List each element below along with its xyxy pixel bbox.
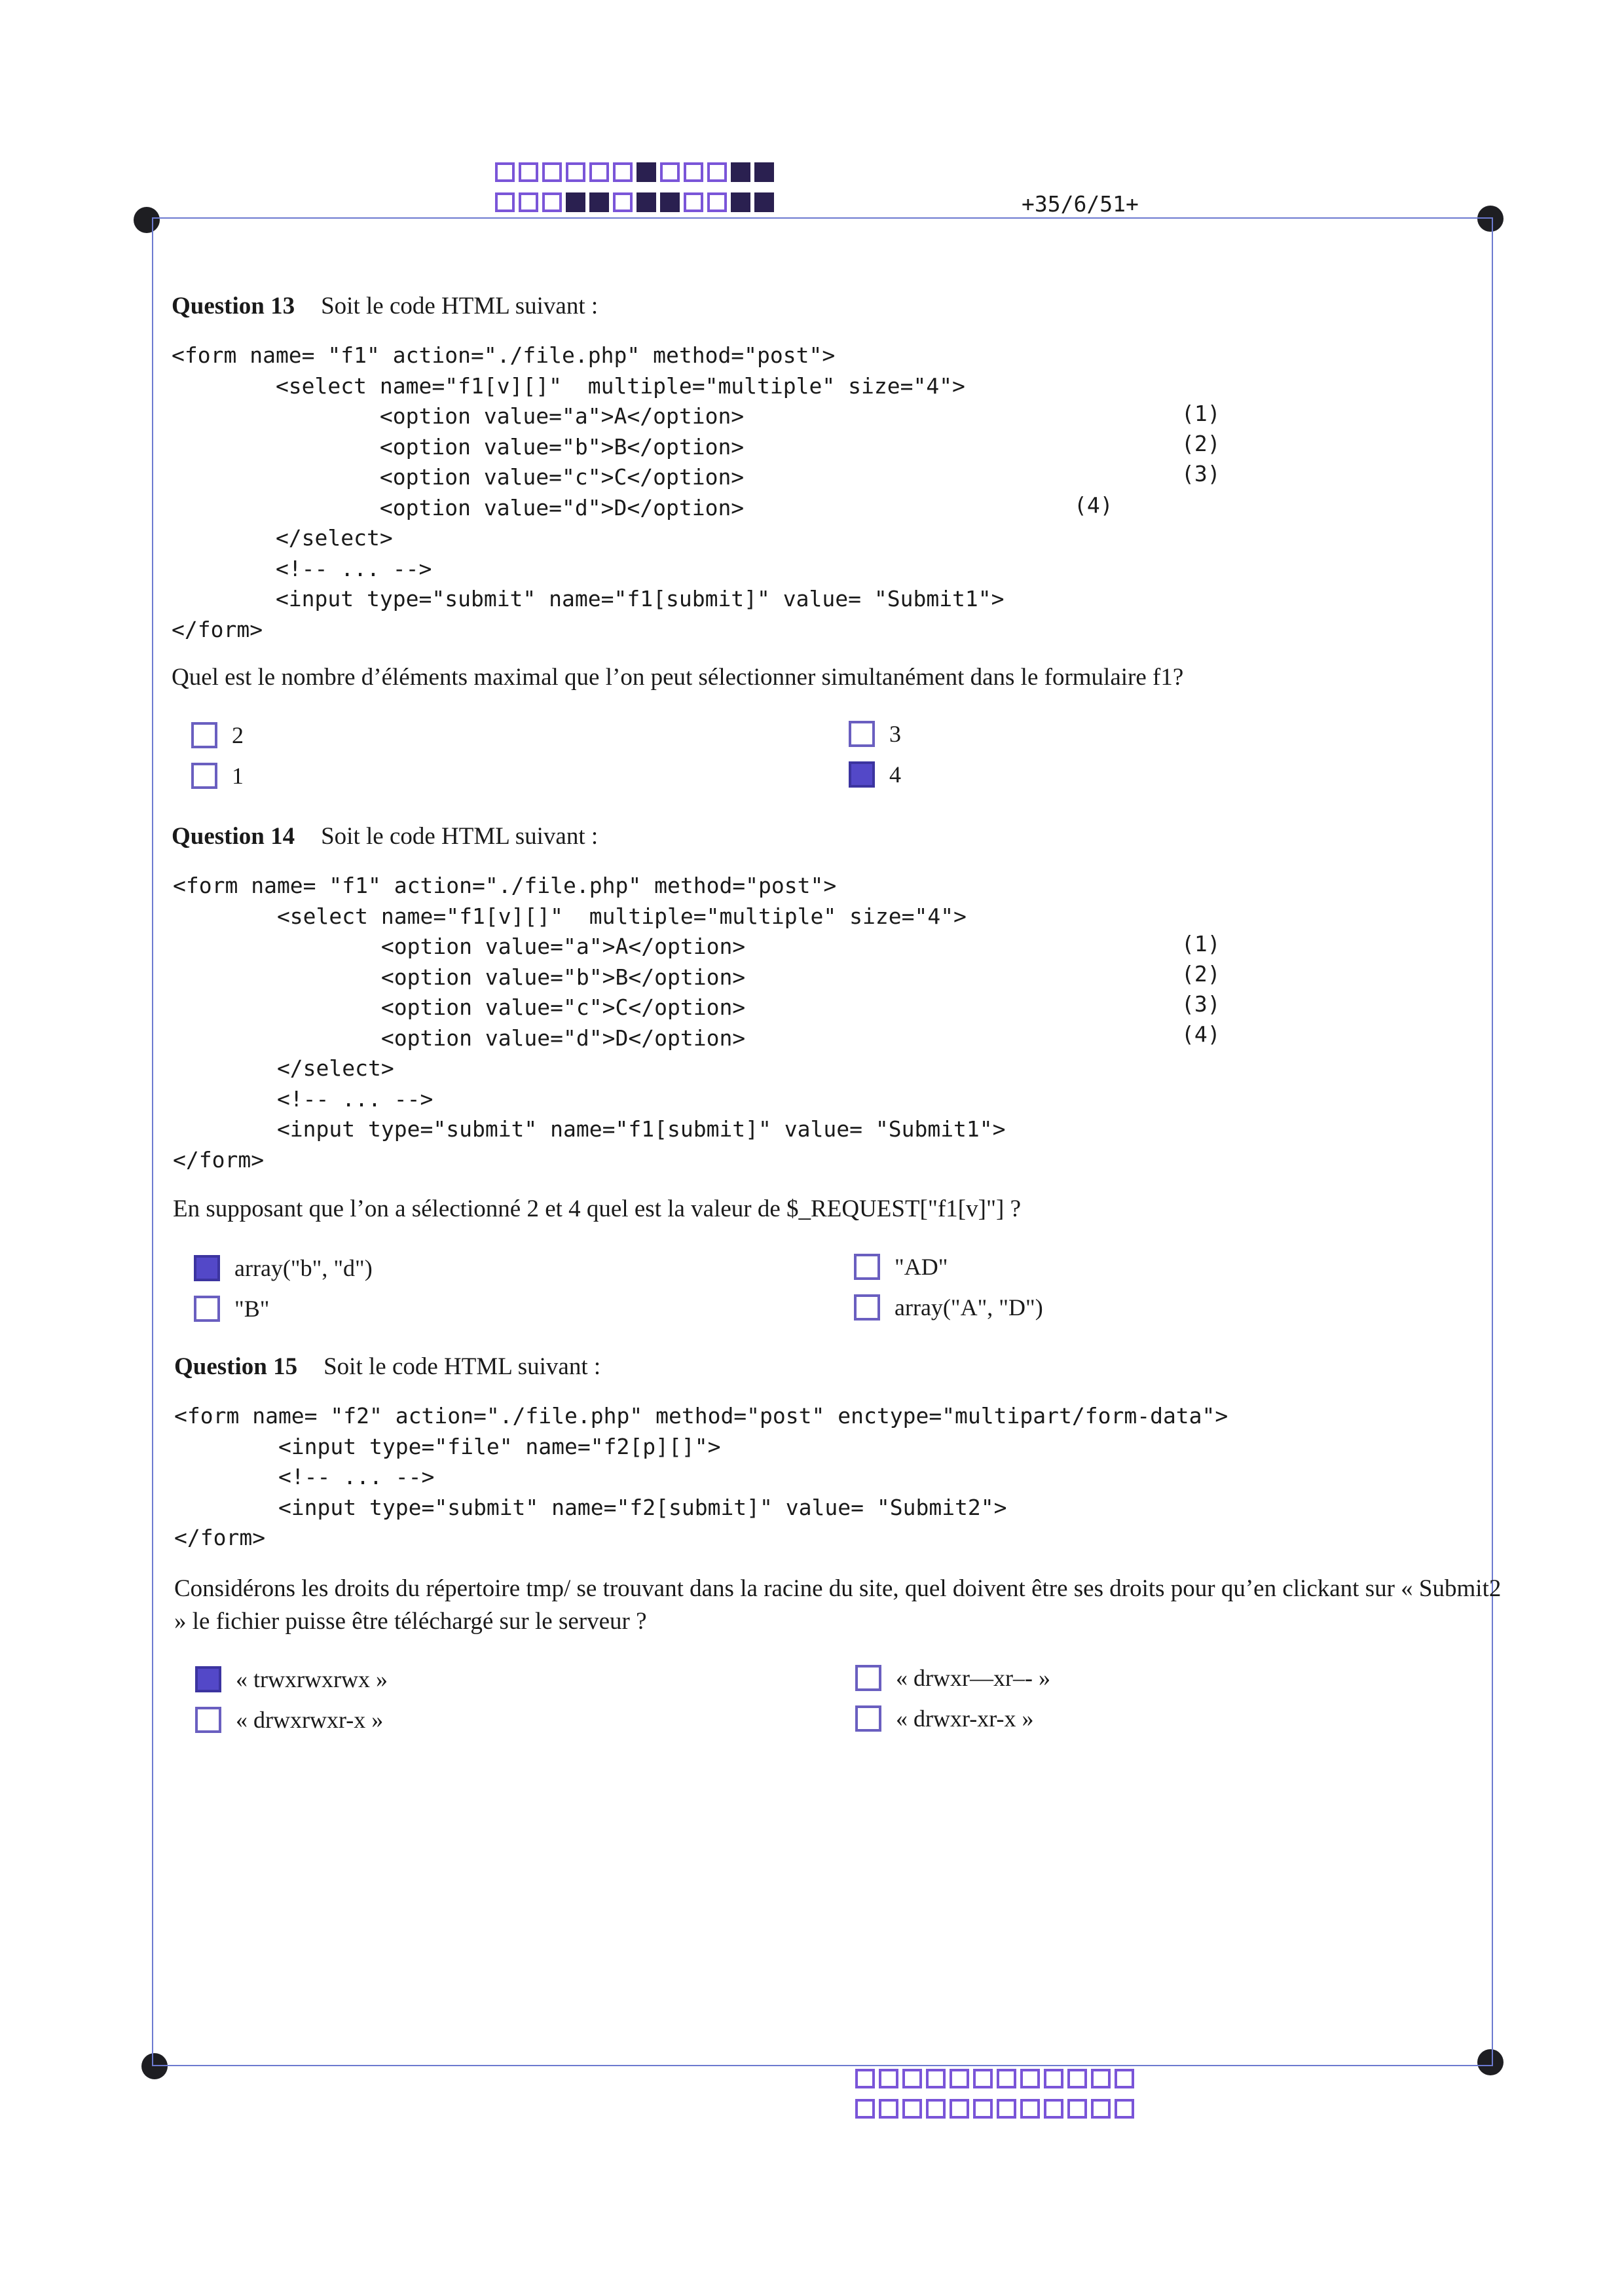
choice-q14-array-bd[interactable] <box>194 1254 373 1282</box>
choice-q13-4[interactable] <box>849 761 901 788</box>
code-box <box>997 2069 1016 2088</box>
choice-label: array("A", "D") <box>895 1294 1043 1321</box>
choice-q13-2[interactable] <box>191 721 244 749</box>
choice-q15-drwxrwxr-x[interactable] <box>195 1706 383 1734</box>
code-box <box>950 2069 969 2088</box>
top-code-boxes-row2 <box>495 192 778 212</box>
line-number: (4) <box>1074 492 1113 518</box>
answer-checkbox[interactable] <box>194 1255 220 1281</box>
choice-label: « drwxr—xr–- » <box>896 1665 1050 1691</box>
question-13-prompt: Quel est le nombre d’éléments maximal que l’on peut sélectionner simultanément dans le formulaire f1? <box>172 664 1184 691</box>
question-number: Question 14 <box>172 823 295 850</box>
line-number: (3) <box>1181 991 1221 1017</box>
line-number: (2) <box>1181 961 1221 987</box>
code-box <box>684 162 703 182</box>
code-box <box>1091 2069 1111 2088</box>
question-14-prompt: En supposant que l’on a sélectionné 2 et 4 quel est la valeur de $_REQUEST["f1[v]"] ? <box>173 1195 1022 1222</box>
choice-label: array("b", "d") <box>234 1255 373 1281</box>
answer-checkbox[interactable] <box>195 1666 221 1692</box>
code-box <box>926 2069 946 2088</box>
code-box <box>566 192 585 212</box>
code-box <box>495 192 515 212</box>
code-box <box>684 192 703 212</box>
bottom-code-boxes-row1 <box>855 2069 1138 2088</box>
code-box <box>495 162 515 182</box>
answer-checkbox[interactable] <box>855 1705 881 1732</box>
choice-label: 4 <box>889 761 901 788</box>
choice-label: « trwxrwxrwx » <box>236 1666 388 1692</box>
choice-label: "AD" <box>895 1254 948 1280</box>
question-13-code: <form name= "f1" action="./file.php" method="post"> <select name="f1[v][]" multiple="multiple" size="4"> <option value="a">A</option> <option value="b">B</option> <option value="c">C</option> <option value="d">D</option> </select> <!-- ... --> <input type="submit" name="f1[submit]" value= "Submit1"> </form> <box>172 342 1005 642</box>
question-14-code: <form name= "f1" action="./file.php" method="post"> <select name="f1[v][]" multiple="multiple" size="4"> <option value="a">A</option> <option value="b">B</option> <option value="c">C</option> <option value="d">D</option> </select> <!-- ... --> <input type="submit" name="f1[submit]" value= "Submit1"> </form> <box>173 873 1006 1173</box>
answer-checkbox[interactable] <box>191 722 217 748</box>
choice-label: 2 <box>232 722 244 748</box>
code-box <box>902 2099 922 2119</box>
code-box <box>519 162 538 182</box>
question-number: Question 15 <box>174 1353 298 1380</box>
code-box <box>613 162 633 182</box>
code-box <box>1091 2099 1111 2119</box>
question-15-prompt: Considérons les droits du répertoire tmp/ se trouvant dans la racine du site, quel doivent être ses droits pour qu’en clickant sur « Submit2 » le fichier puisse être téléchargé sur le serveur ? <box>174 1575 1502 1635</box>
code-box <box>1044 2069 1063 2088</box>
code-box <box>542 192 562 212</box>
code-box <box>731 192 750 212</box>
code-box <box>637 192 656 212</box>
code-box <box>754 162 774 182</box>
code-box <box>1115 2099 1134 2119</box>
code-box <box>660 162 680 182</box>
code-box <box>1044 2099 1063 2119</box>
choice-q15-drwxr-xr[interactable] <box>855 1664 1050 1692</box>
code-box <box>566 162 585 182</box>
question-15-heading <box>174 1353 600 1381</box>
page-id: +35/6/51+ <box>1022 191 1139 217</box>
choice-q13-3[interactable] <box>849 720 901 748</box>
code-box <box>731 162 750 182</box>
code-box <box>519 192 538 212</box>
code-box <box>997 2099 1016 2119</box>
code-box <box>950 2099 969 2119</box>
code-box <box>1115 2069 1134 2088</box>
choice-q14-array-ad[interactable] <box>854 1294 1043 1321</box>
code-box <box>613 192 633 212</box>
question-14-heading <box>172 822 598 850</box>
code-box <box>589 192 609 212</box>
line-number: (2) <box>1181 431 1221 456</box>
code-box <box>973 2069 993 2088</box>
choice-label: « drwxrwxr-x » <box>236 1707 384 1733</box>
line-number: (4) <box>1181 1021 1221 1047</box>
code-box <box>1067 2099 1087 2119</box>
code-box <box>1067 2069 1087 2088</box>
answer-checkbox[interactable] <box>849 721 875 747</box>
top-code-boxes-row1 <box>495 162 778 182</box>
code-box <box>1020 2099 1040 2119</box>
code-box <box>879 2099 898 2119</box>
choice-q15-drwxr-xr-x[interactable] <box>855 1705 1034 1732</box>
code-box <box>879 2069 898 2088</box>
code-box <box>707 162 727 182</box>
question-13-heading <box>172 292 598 320</box>
choice-label: « drwxr-xr-x » <box>896 1705 1034 1732</box>
code-box <box>1020 2069 1040 2088</box>
answer-checkbox[interactable] <box>855 1665 881 1691</box>
answer-checkbox[interactable] <box>191 763 217 789</box>
choice-label: "B" <box>234 1296 270 1322</box>
answer-checkbox[interactable] <box>854 1294 880 1321</box>
answer-checkbox[interactable] <box>849 761 875 788</box>
choice-q15-trwxrwxrwx[interactable] <box>195 1666 388 1693</box>
question-intro: Soit le code HTML suivant : <box>323 1353 601 1380</box>
choice-q13-1[interactable] <box>191 762 244 790</box>
code-box <box>855 2069 875 2088</box>
code-box <box>637 162 656 182</box>
choice-label: 1 <box>232 763 244 789</box>
line-number: (3) <box>1181 461 1221 486</box>
code-box <box>855 2099 875 2119</box>
choice-q14-b[interactable] <box>194 1295 269 1322</box>
bottom-code-boxes-row2 <box>855 2099 1138 2119</box>
answer-checkbox[interactable] <box>854 1254 880 1280</box>
code-box <box>902 2069 922 2088</box>
question-number: Question 13 <box>172 293 295 319</box>
line-number: (1) <box>1181 401 1221 426</box>
code-box <box>707 192 727 212</box>
code-box <box>973 2099 993 2119</box>
code-box <box>589 162 609 182</box>
question-intro: Soit le code HTML suivant : <box>321 293 599 319</box>
choice-q14-ad[interactable] <box>854 1253 948 1281</box>
code-box <box>660 192 680 212</box>
code-box <box>754 192 774 212</box>
choice-label: 3 <box>889 721 901 747</box>
line-number: (1) <box>1181 931 1221 957</box>
question-intro: Soit le code HTML suivant : <box>321 823 599 850</box>
code-box <box>926 2099 946 2119</box>
answer-checkbox[interactable] <box>194 1296 220 1322</box>
question-15-code: <form name= "f2" action="./file.php" method="post" enctype="multipart/form-data"> <input type="file" name="f2[p][]"> <!-- ... --> <input type="submit" name="f2[submit]" value= "Submit2"> </form> <box>174 1403 1228 1550</box>
code-box <box>542 162 562 182</box>
answer-checkbox[interactable] <box>195 1707 221 1733</box>
